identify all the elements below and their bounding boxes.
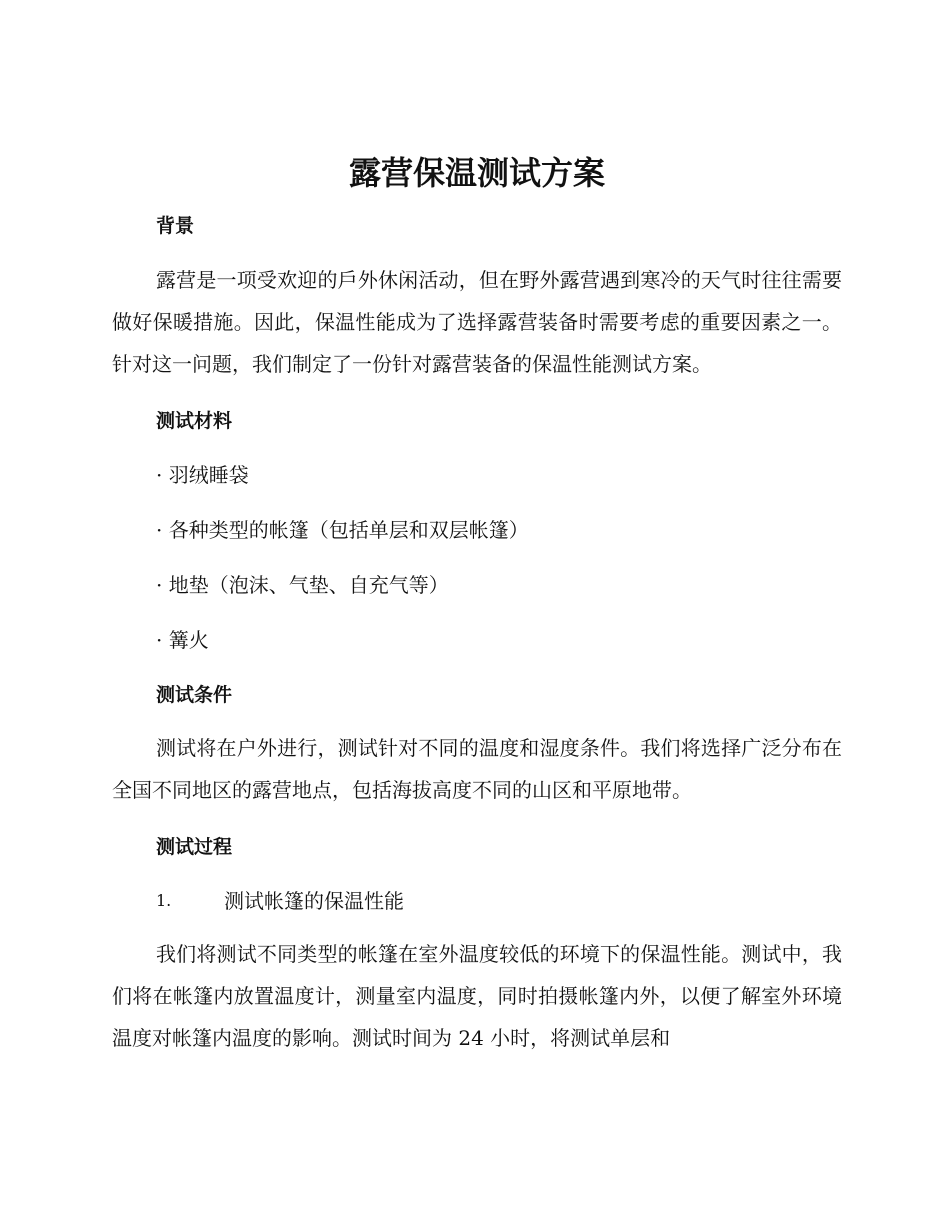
- spacer: [112, 196, 842, 212]
- process-step-1: [112, 887, 842, 915]
- spacer: [112, 489, 842, 516]
- spacer: [112, 435, 842, 461]
- section-heading-process: 测试过程: [156, 836, 233, 858]
- materials-item-tents: · 各种类型的帐篷（包括单层和双层帐篷）: [156, 518, 529, 542]
- spacer: [112, 240, 842, 259]
- spacer: [112, 544, 842, 571]
- process-step-1-text: 测试帐篷的保温性能: [224, 889, 404, 913]
- materials-item-ground-mats: · 地垫（泡沫、气垫、自充气等）: [156, 573, 449, 597]
- spacer: [112, 385, 842, 407]
- section-heading-conditions: 测试条件: [156, 684, 233, 706]
- spacer: [112, 861, 842, 887]
- materials-item-down-sleeping-bag: · 羽绒睡袋: [156, 463, 249, 487]
- spacer: [112, 811, 842, 833]
- section-heading-background: 背景: [156, 215, 195, 237]
- spacer: [112, 654, 842, 681]
- document-content: [112, 150, 842, 1059]
- process-paragraph: 我们将测试不同类型的帐篷在室外温度较低的环境下的保温性能。测试中，我们将在帐篷内放置温度计，测量室内温度，同时拍摄帐篷内外，以便了解室外环境温度对帐篷内温度的影响。测试时间为 24 小时，将测试单层和: [112, 942, 842, 1050]
- section-heading-materials: 测试材料: [156, 410, 233, 432]
- background-paragraph: 露营是一项受欢迎的戶外休闲活动，但在野外露营遇到寒冷的天气时往往需要做好保暖措施。因此，保温性能成为了选择露营装备时需要考虑的重要因素之一。针对这一问题，我们制定了一份针对露营装备的保温性能测试方案。: [112, 268, 842, 376]
- process-step-1-number: 1.: [156, 891, 172, 910]
- spacer: [112, 709, 842, 727]
- conditions-paragraph: 测试将在户外进行，测试针对不同的温度和湿度条件。我们将选择广泛分布在全国不同地区的露营地点，包括海拔高度不同的山区和平原地带。: [112, 736, 842, 802]
- document-title: 露营保温测试方案: [348, 154, 605, 192]
- spacer: [112, 915, 842, 933]
- spacer: [112, 599, 842, 626]
- materials-item-campfire: · 篝火: [156, 628, 209, 652]
